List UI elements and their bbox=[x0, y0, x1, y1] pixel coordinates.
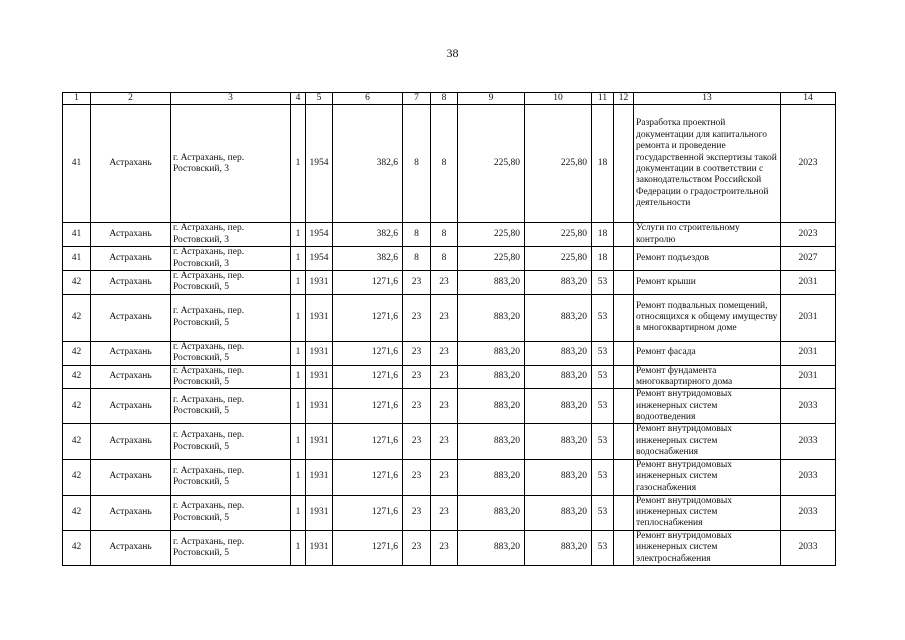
row-number-cell: 41 bbox=[63, 105, 91, 223]
col4-cell: 1 bbox=[291, 530, 306, 565]
area-cell: 1271,6 bbox=[333, 365, 403, 389]
col7-cell: 8 bbox=[403, 247, 431, 271]
col12-cell bbox=[614, 341, 634, 365]
table-row bbox=[63, 223, 836, 247]
col11-cell: 53 bbox=[592, 530, 614, 565]
col10-cell: 225,80 bbox=[525, 247, 592, 271]
column-number-2: 2 bbox=[91, 93, 171, 105]
col8-cell: 23 bbox=[431, 389, 458, 424]
work-type-cell: Ремонт подвальных помещений, относящихся к общему имуществу в многоквартирном доме bbox=[634, 294, 781, 341]
year-cell: 1931 bbox=[306, 294, 333, 341]
col10-cell: 883,20 bbox=[525, 341, 592, 365]
column-number-9: 9 bbox=[458, 93, 525, 105]
row-number-cell: 42 bbox=[63, 459, 91, 495]
col7-cell: 23 bbox=[403, 495, 431, 530]
work-type-cell: Ремонт фасада bbox=[634, 341, 781, 365]
col8-cell: 8 bbox=[431, 223, 458, 247]
row-number-cell: 42 bbox=[63, 341, 91, 365]
address-cell: г. Астрахань, пер. Ростовский, 5 bbox=[171, 294, 291, 341]
term-year-cell: 2033 bbox=[781, 459, 836, 495]
col10-cell: 225,80 bbox=[525, 223, 592, 247]
city-cell: Астрахань bbox=[91, 341, 171, 365]
term-year-cell: 2031 bbox=[781, 294, 836, 341]
column-number-3: 3 bbox=[171, 93, 291, 105]
address-cell: г. Астрахань, пер. Ростовский, 5 bbox=[171, 495, 291, 530]
col11-cell: 53 bbox=[592, 294, 614, 341]
table-row bbox=[63, 459, 836, 495]
col12-cell bbox=[614, 270, 634, 294]
column-number-8: 8 bbox=[431, 93, 458, 105]
table-row bbox=[63, 294, 836, 341]
col7-cell: 23 bbox=[403, 530, 431, 565]
address-cell: г. Астрахань, пер. Ростовский, 5 bbox=[171, 270, 291, 294]
area-cell: 382,6 bbox=[333, 247, 403, 271]
col7-cell: 8 bbox=[403, 105, 431, 223]
city-cell: Астрахань bbox=[91, 223, 171, 247]
col8-cell: 23 bbox=[431, 270, 458, 294]
work-type-cell: Ремонт фундамента многоквартирного дома bbox=[634, 365, 781, 389]
city-cell: Астрахань bbox=[91, 365, 171, 389]
address-cell: г. Астрахань, пер. Ростовский, 5 bbox=[171, 459, 291, 495]
city-cell: Астрахань bbox=[91, 270, 171, 294]
term-year-cell: 2031 bbox=[781, 341, 836, 365]
table-row bbox=[63, 389, 836, 424]
col10-cell: 883,20 bbox=[525, 459, 592, 495]
address-cell: г. Астрахань, пер. Ростовский, 5 bbox=[171, 341, 291, 365]
col9-cell: 883,20 bbox=[458, 341, 525, 365]
table-row bbox=[63, 424, 836, 459]
col10-cell: 883,20 bbox=[525, 365, 592, 389]
city-cell: Астрахань bbox=[91, 294, 171, 341]
column-number-12: 12 bbox=[614, 93, 634, 105]
area-cell: 1271,6 bbox=[333, 341, 403, 365]
col11-cell: 53 bbox=[592, 270, 614, 294]
area-cell: 382,6 bbox=[333, 223, 403, 247]
col7-cell: 23 bbox=[403, 294, 431, 341]
year-cell: 1931 bbox=[306, 424, 333, 459]
area-cell: 1271,6 bbox=[333, 530, 403, 565]
column-number-7: 7 bbox=[403, 93, 431, 105]
col9-cell: 883,20 bbox=[458, 424, 525, 459]
col9-cell: 883,20 bbox=[458, 389, 525, 424]
col9-cell: 883,20 bbox=[458, 365, 525, 389]
col8-cell: 8 bbox=[431, 105, 458, 223]
row-number-cell: 42 bbox=[63, 530, 91, 565]
col8-cell: 23 bbox=[431, 495, 458, 530]
col11-cell: 53 bbox=[592, 389, 614, 424]
col12-cell bbox=[614, 365, 634, 389]
year-cell: 1954 bbox=[306, 105, 333, 223]
column-number-11: 11 bbox=[592, 93, 614, 105]
year-cell: 1931 bbox=[306, 530, 333, 565]
col10-cell: 883,20 bbox=[525, 530, 592, 565]
col7-cell: 23 bbox=[403, 459, 431, 495]
col11-cell: 18 bbox=[592, 247, 614, 271]
term-year-cell: 2023 bbox=[781, 223, 836, 247]
col4-cell: 1 bbox=[291, 247, 306, 271]
term-year-cell: 2023 bbox=[781, 105, 836, 223]
city-cell: Астрахань bbox=[91, 247, 171, 271]
year-cell: 1931 bbox=[306, 365, 333, 389]
address-cell: г. Астрахань, пер. Ростовский, 5 bbox=[171, 424, 291, 459]
area-cell: 382,6 bbox=[333, 105, 403, 223]
col10-cell: 883,20 bbox=[525, 389, 592, 424]
col10-cell: 883,20 bbox=[525, 294, 592, 341]
col7-cell: 8 bbox=[403, 223, 431, 247]
term-year-cell: 2027 bbox=[781, 247, 836, 271]
address-cell: г. Астрахань, пер. Ростовский, 5 bbox=[171, 530, 291, 565]
city-cell: Астрахань bbox=[91, 424, 171, 459]
col7-cell: 23 bbox=[403, 365, 431, 389]
col4-cell: 1 bbox=[291, 270, 306, 294]
column-number-5: 5 bbox=[306, 93, 333, 105]
col8-cell: 23 bbox=[431, 530, 458, 565]
col4-cell: 1 bbox=[291, 223, 306, 247]
table-row bbox=[63, 365, 836, 389]
row-number-cell: 42 bbox=[63, 270, 91, 294]
term-year-cell: 2033 bbox=[781, 530, 836, 565]
col11-cell: 53 bbox=[592, 424, 614, 459]
col8-cell: 23 bbox=[431, 365, 458, 389]
column-number-4: 4 bbox=[291, 93, 306, 105]
col12-cell bbox=[614, 294, 634, 341]
area-cell: 1271,6 bbox=[333, 294, 403, 341]
table-row bbox=[63, 247, 836, 271]
col12-cell bbox=[614, 247, 634, 271]
col9-cell: 883,20 bbox=[458, 294, 525, 341]
col12-cell bbox=[614, 105, 634, 223]
row-number-cell: 41 bbox=[63, 223, 91, 247]
col7-cell: 23 bbox=[403, 424, 431, 459]
col9-cell: 883,20 bbox=[458, 459, 525, 495]
address-cell: г. Астрахань, пер. Ростовский, 3 bbox=[171, 105, 291, 223]
work-type-cell: Ремонт внутридомовых инженерных систем водоснабжения bbox=[634, 424, 781, 459]
col7-cell: 23 bbox=[403, 270, 431, 294]
row-number-cell: 42 bbox=[63, 389, 91, 424]
col8-cell: 23 bbox=[431, 294, 458, 341]
year-cell: 1931 bbox=[306, 389, 333, 424]
col9-cell: 225,80 bbox=[458, 247, 525, 271]
col11-cell: 53 bbox=[592, 459, 614, 495]
col4-cell: 1 bbox=[291, 495, 306, 530]
term-year-cell: 2033 bbox=[781, 389, 836, 424]
col9-cell: 883,20 bbox=[458, 270, 525, 294]
address-cell: г. Астрахань, пер. Ростовский, 3 bbox=[171, 223, 291, 247]
col7-cell: 23 bbox=[403, 389, 431, 424]
page-number: 38 bbox=[446, 46, 459, 60]
col12-cell bbox=[614, 495, 634, 530]
col10-cell: 883,20 bbox=[525, 270, 592, 294]
area-cell: 1271,6 bbox=[333, 424, 403, 459]
year-cell: 1954 bbox=[306, 247, 333, 271]
col11-cell: 53 bbox=[592, 365, 614, 389]
col9-cell: 225,80 bbox=[458, 105, 525, 223]
col12-cell bbox=[614, 424, 634, 459]
repair-schedule-table bbox=[62, 92, 836, 566]
area-cell: 1271,6 bbox=[333, 389, 403, 424]
row-number-cell: 42 bbox=[63, 424, 91, 459]
work-type-cell: Ремонт подъездов bbox=[634, 247, 781, 271]
year-cell: 1931 bbox=[306, 459, 333, 495]
address-cell: г. Астрахань, пер. Ростовский, 3 bbox=[171, 247, 291, 271]
year-cell: 1931 bbox=[306, 270, 333, 294]
table-row bbox=[63, 105, 836, 223]
work-type-cell: Ремонт внутридомовых инженерных систем водоотведения bbox=[634, 389, 781, 424]
city-cell: Астрахань bbox=[91, 459, 171, 495]
col10-cell: 225,80 bbox=[525, 105, 592, 223]
col4-cell: 1 bbox=[291, 294, 306, 341]
col11-cell: 18 bbox=[592, 223, 614, 247]
term-year-cell: 2031 bbox=[781, 365, 836, 389]
year-cell: 1931 bbox=[306, 495, 333, 530]
column-number-13: 13 bbox=[634, 93, 781, 105]
work-type-cell: Услуги по строительному контролю bbox=[634, 223, 781, 247]
column-number-10: 10 bbox=[525, 93, 592, 105]
col12-cell bbox=[614, 530, 634, 565]
row-number-cell: 41 bbox=[63, 247, 91, 271]
col8-cell: 23 bbox=[431, 424, 458, 459]
area-cell: 1271,6 bbox=[333, 459, 403, 495]
address-cell: г. Астрахань, пер. Ростовский, 5 bbox=[171, 365, 291, 389]
col10-cell: 883,20 bbox=[525, 495, 592, 530]
year-cell: 1931 bbox=[306, 341, 333, 365]
col7-cell: 23 bbox=[403, 341, 431, 365]
col12-cell bbox=[614, 459, 634, 495]
col9-cell: 883,20 bbox=[458, 495, 525, 530]
table-row bbox=[63, 341, 836, 365]
col4-cell: 1 bbox=[291, 389, 306, 424]
col8-cell: 8 bbox=[431, 247, 458, 271]
col4-cell: 1 bbox=[291, 365, 306, 389]
area-cell: 1271,6 bbox=[333, 270, 403, 294]
row-number-cell: 42 bbox=[63, 294, 91, 341]
city-cell: Астрахань bbox=[91, 105, 171, 223]
col11-cell: 18 bbox=[592, 105, 614, 223]
city-cell: Астрахань bbox=[91, 389, 171, 424]
work-type-cell: Ремонт внутридомовых инженерных систем газоснабжения bbox=[634, 459, 781, 495]
work-type-cell: Ремонт внутридомовых инженерных систем теплоснабжения bbox=[634, 495, 781, 530]
city-cell: Астрахань bbox=[91, 495, 171, 530]
column-number-14: 14 bbox=[781, 93, 836, 105]
col8-cell: 23 bbox=[431, 341, 458, 365]
term-year-cell: 2033 bbox=[781, 424, 836, 459]
year-cell: 1954 bbox=[306, 223, 333, 247]
column-number-row bbox=[63, 93, 836, 105]
term-year-cell: 2033 bbox=[781, 495, 836, 530]
work-type-cell: Ремонт внутридомовых инженерных систем электроснабжения bbox=[634, 530, 781, 565]
col9-cell: 883,20 bbox=[458, 530, 525, 565]
col10-cell: 883,20 bbox=[525, 424, 592, 459]
col4-cell: 1 bbox=[291, 105, 306, 223]
col4-cell: 1 bbox=[291, 341, 306, 365]
work-type-cell: Разработка проектной документации для капитального ремонта и проведение государственной экспертизы такой документации в соответствии с законодательством Российской Федерации о градостроительной деятельности bbox=[634, 105, 781, 223]
column-number-1: 1 bbox=[63, 93, 91, 105]
term-year-cell: 2031 bbox=[781, 270, 836, 294]
col12-cell bbox=[614, 223, 634, 247]
city-cell: Астрахань bbox=[91, 530, 171, 565]
row-number-cell: 42 bbox=[63, 365, 91, 389]
col8-cell: 23 bbox=[431, 459, 458, 495]
col9-cell: 225,80 bbox=[458, 223, 525, 247]
col11-cell: 53 bbox=[592, 341, 614, 365]
table-row bbox=[63, 270, 836, 294]
work-type-cell: Ремонт крыши bbox=[634, 270, 781, 294]
col4-cell: 1 bbox=[291, 459, 306, 495]
address-cell: г. Астрахань, пер. Ростовский, 5 bbox=[171, 389, 291, 424]
col4-cell: 1 bbox=[291, 424, 306, 459]
area-cell: 1271,6 bbox=[333, 495, 403, 530]
row-number-cell: 42 bbox=[63, 495, 91, 530]
column-number-6: 6 bbox=[333, 93, 403, 105]
col11-cell: 53 bbox=[592, 495, 614, 530]
table-row bbox=[63, 530, 836, 565]
col12-cell bbox=[614, 389, 634, 424]
table-row bbox=[63, 495, 836, 530]
